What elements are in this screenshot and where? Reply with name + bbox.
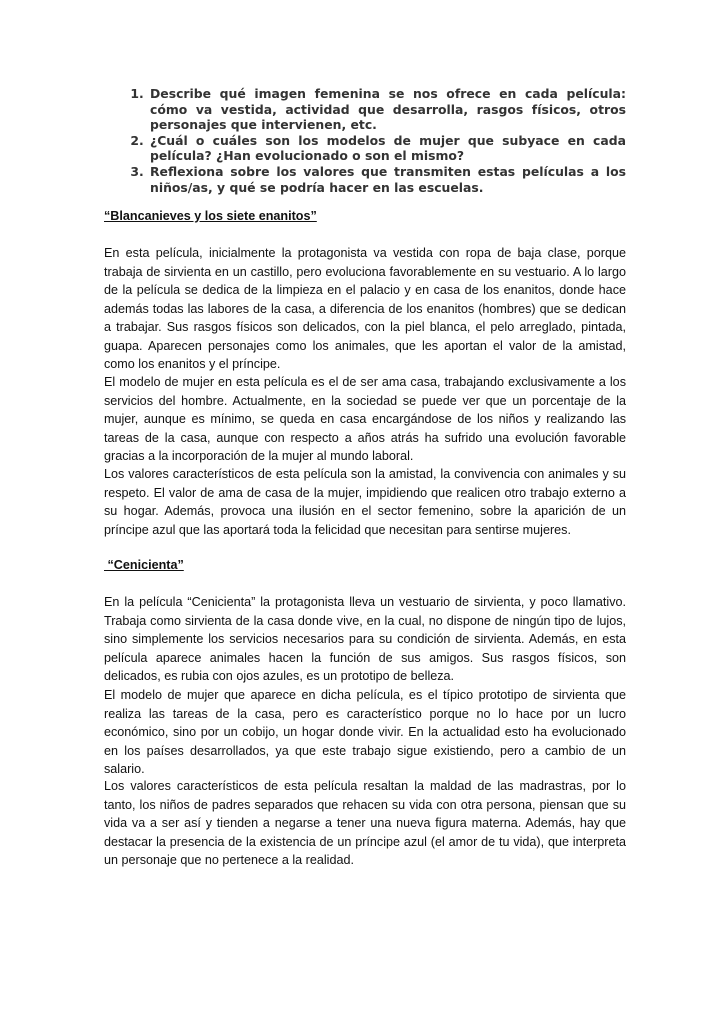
paragraph: El modelo de mujer que aparece en dicha película, es el típico prototipo de sirvienta que realiza las tareas de la casa, pero es característico porque no lo hace por un lucro económico, sino por un cobijo, un hogar donde vivir. En la actualidad esto ha evolucionado en los países desarrollados, ya que este trabajo sigue existiendo, pero a cambio de un salario. (104, 688, 626, 776)
paragraph: El modelo de mujer en esta película es el de ser ama casa, trabajando exclusivamente a los servicios del hombre. Actualmente, en la sociedad se puede ver que un porcentaje de la mujer, aunque es mínimo, se queda en casa encargándose de los niños y realizando las tareas de la casa, aunque con respecto a años atrás ha sufrido una evolución favorable gracias a la incorporación de la mujer al mundo laboral. (104, 375, 626, 463)
section-heading-blancanieves: “Blancanieves y los siete enanitos” (104, 209, 317, 223)
paragraph: Los valores característicos de esta película son la amistad, la convivencia con animales y su respeto. El valor de ama de casa de la mujer, impidiendo que realicen otro trabajo externo a su hogar. Además, provoca una ilusión en el sector femenino, sobre la aparición de un príncipe azul que las aportará toda la felicidad que necesitan para sentirse mujeres. (104, 467, 626, 537)
paragraph: Los valores característicos de esta película resaltan la maldad de las madrastras, por lo tanto, los niños de padres separados que rehacen su vida con otra persona, piensan que su vida va a ser así y tienden a negarse a tener una nueva figura materna. Además, hay que destacar la presencia de la existencia de un príncipe azul (el amor de tu vida), que interpreta un personaje que no pertenece a la realidad. (104, 779, 626, 867)
question-item: 3. Reflexiona sobre los valores que transmiten estas películas a los niños/as, y qué se podría hacer en las escuelas. (148, 164, 626, 195)
paragraph: En esta película, inicialmente la protagonista va vestida con ropa de baja clase, porque trabaja de sirvienta en un castillo, pero evoluciona favorablemente en su vestuario. A lo largo de la película se dedica de la limpieza en el palacio y en casa de los enanitos, donde hace además todas las labores de la casa, a diferencia de los enanitos (hombres) que se dedican a trabajar. Sus rasgos físicos son delicados, con la piel blanca, el pelo arreglado, pintada, guapa. Aparecen personajes como los animales, que les aportan el valor de la amistad, como los enanitos y el príncipe. (104, 246, 626, 371)
question-item: 1. Describe qué imagen femenina se nos ofrece en cada película: cómo va vestida, actividad que desarrolla, rasgos físicos, otros personajes que intervienen, etc. (148, 86, 626, 133)
question-item: 2. ¿Cuál o cuáles son los modelos de mujer que subyace en cada película? ¿Han evolucionado o son el mismo? (148, 133, 626, 164)
question-list (104, 86, 626, 195)
section-heading-cenicienta: “Cenicienta” (104, 558, 184, 572)
paragraph: En la película “Cenicienta” la protagonista lleva un vestuario de sirvienta, y poco llamativo. Trabaja como sirvienta de la casa donde vive, en la cual, no dispone de ningún tipo de lujos, sino simplemente los servicios necesarios para su condición de sirvienta. Además, en esta película aparece animales hacen la función de sus amigos. Sus rasgos físicos, son delicados, es rubia con ojos azules, es un prototipo de belleza. (104, 595, 626, 683)
